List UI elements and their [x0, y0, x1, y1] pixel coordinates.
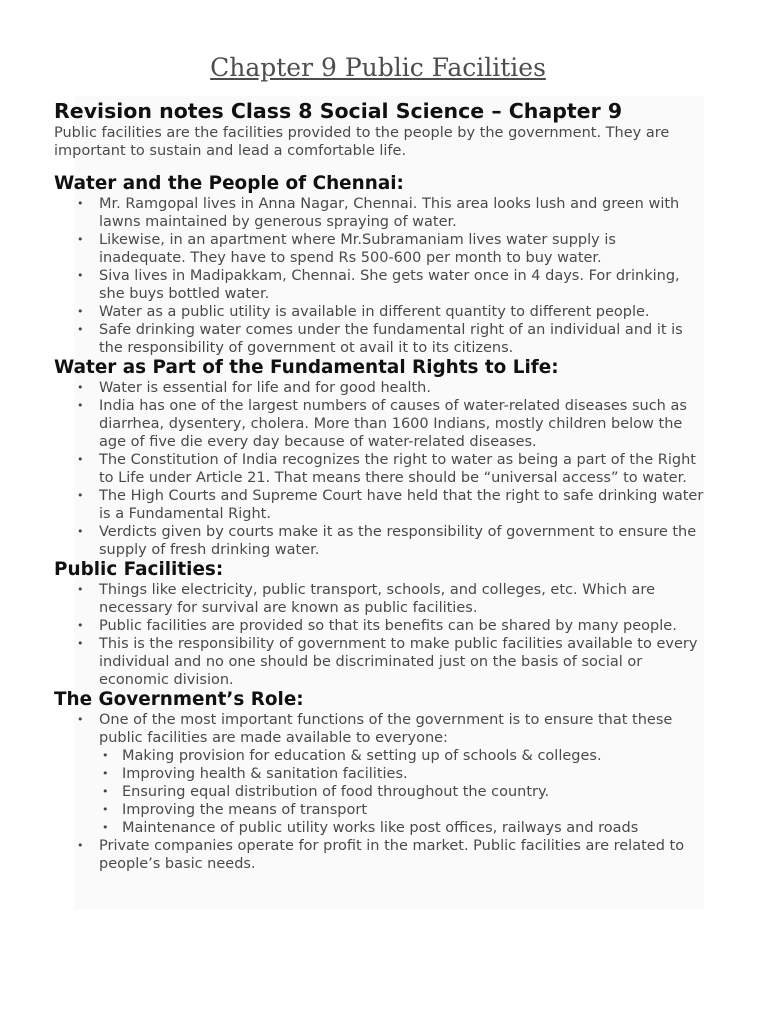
section-list [54, 581, 704, 689]
sub-list-item: • Ensuring equal distribution of food throughout the country. [122, 783, 704, 801]
page-title: Chapter 9 Public Facilities [210, 53, 546, 82]
sub-list [99, 747, 704, 837]
list-item: • Safe drinking water comes under the fundamental right of an individual and it is the responsibility of government ot avail it to its citizens. [99, 321, 704, 357]
list-item: • Siva lives in Madipakkam, Chennai. She gets water once in 4 days. For drinking, she buys bottled water. [99, 267, 704, 303]
section-list [54, 711, 704, 873]
list-item: • Verdicts given by courts make it as the responsibility of government to ensure the supply of fresh drinking water. [99, 523, 704, 559]
sub-list-item: • Improving health & sanitation facilities. [122, 765, 704, 783]
notes-content [54, 96, 704, 910]
list-item: • This is the responsibility of government to make public facilities available to every individual and no one should be discriminated just on the basis of social or economic division. [99, 635, 704, 689]
list-item: • Water is essential for life and for good health. [99, 379, 704, 397]
sub-list-item: • Maintenance of public utility works like post offices, railways and roads [122, 819, 704, 837]
section-heading: The Government’s Role: [54, 689, 304, 710]
intro-paragraph: Public facilities are the facilities provided to the people by the government. They are important to sustain and lead a comfortable life. [54, 125, 670, 159]
list-item: • The High Courts and Supreme Court have held that the right to safe drinking water is a Fundamental Right. [99, 487, 704, 523]
section-heading: Water as Part of the Fundamental Rights to Life: [54, 357, 559, 378]
sub-list-item: • Making provision for education & setting up of schools & colleges. [122, 747, 704, 765]
list-item: • Mr. Ramgopal lives in Anna Nagar, Chennai. This area looks lush and green with lawns maintained by generous spraying of water. [99, 195, 704, 231]
list-item: • Private companies operate for profit in the market. Public facilities are related to people’s basic needs. [99, 837, 704, 873]
list-item [99, 711, 704, 837]
list-item: • Things like electricity, public transport, schools, and colleges, etc. Which are necessary for survival are known as public facilities. [99, 581, 704, 617]
list-item: • India has one of the largest numbers of causes of water-related diseases such as diarrhea, dysentery, cholera. More than 1600 Indians, mostly children below the age of five die every day because of water-related diseases. [99, 397, 704, 451]
list-item: • Public facilities are provided so that its benefits can be shared by many people. [99, 617, 704, 635]
list-item: • Water as a public utility is available in different quantity to different people. [99, 303, 704, 321]
list-item: • Likewise, in an apartment where Mr.Subramaniam lives water supply is inadequate. They have to spend Rs 500-600 per month to buy water. [99, 231, 704, 267]
section-heading: Water and the People of Chennai: [54, 173, 404, 194]
list-item-text: One of the most important functions of the government is to ensure that these public facilities are made available to everyone: [99, 712, 673, 746]
section-heading: Public Facilities: [54, 559, 224, 580]
section-list [54, 379, 704, 559]
list-item: • The Constitution of India recognizes the right to water as being a part of the Right to Life under Article 21. That means there should be “universal access” to water. [99, 451, 704, 487]
notes-heading: Revision notes Class 8 Social Science – Chapter 9 [54, 99, 623, 123]
sub-list-item: • Improving the means of transport [122, 801, 704, 819]
section-list [54, 195, 704, 357]
